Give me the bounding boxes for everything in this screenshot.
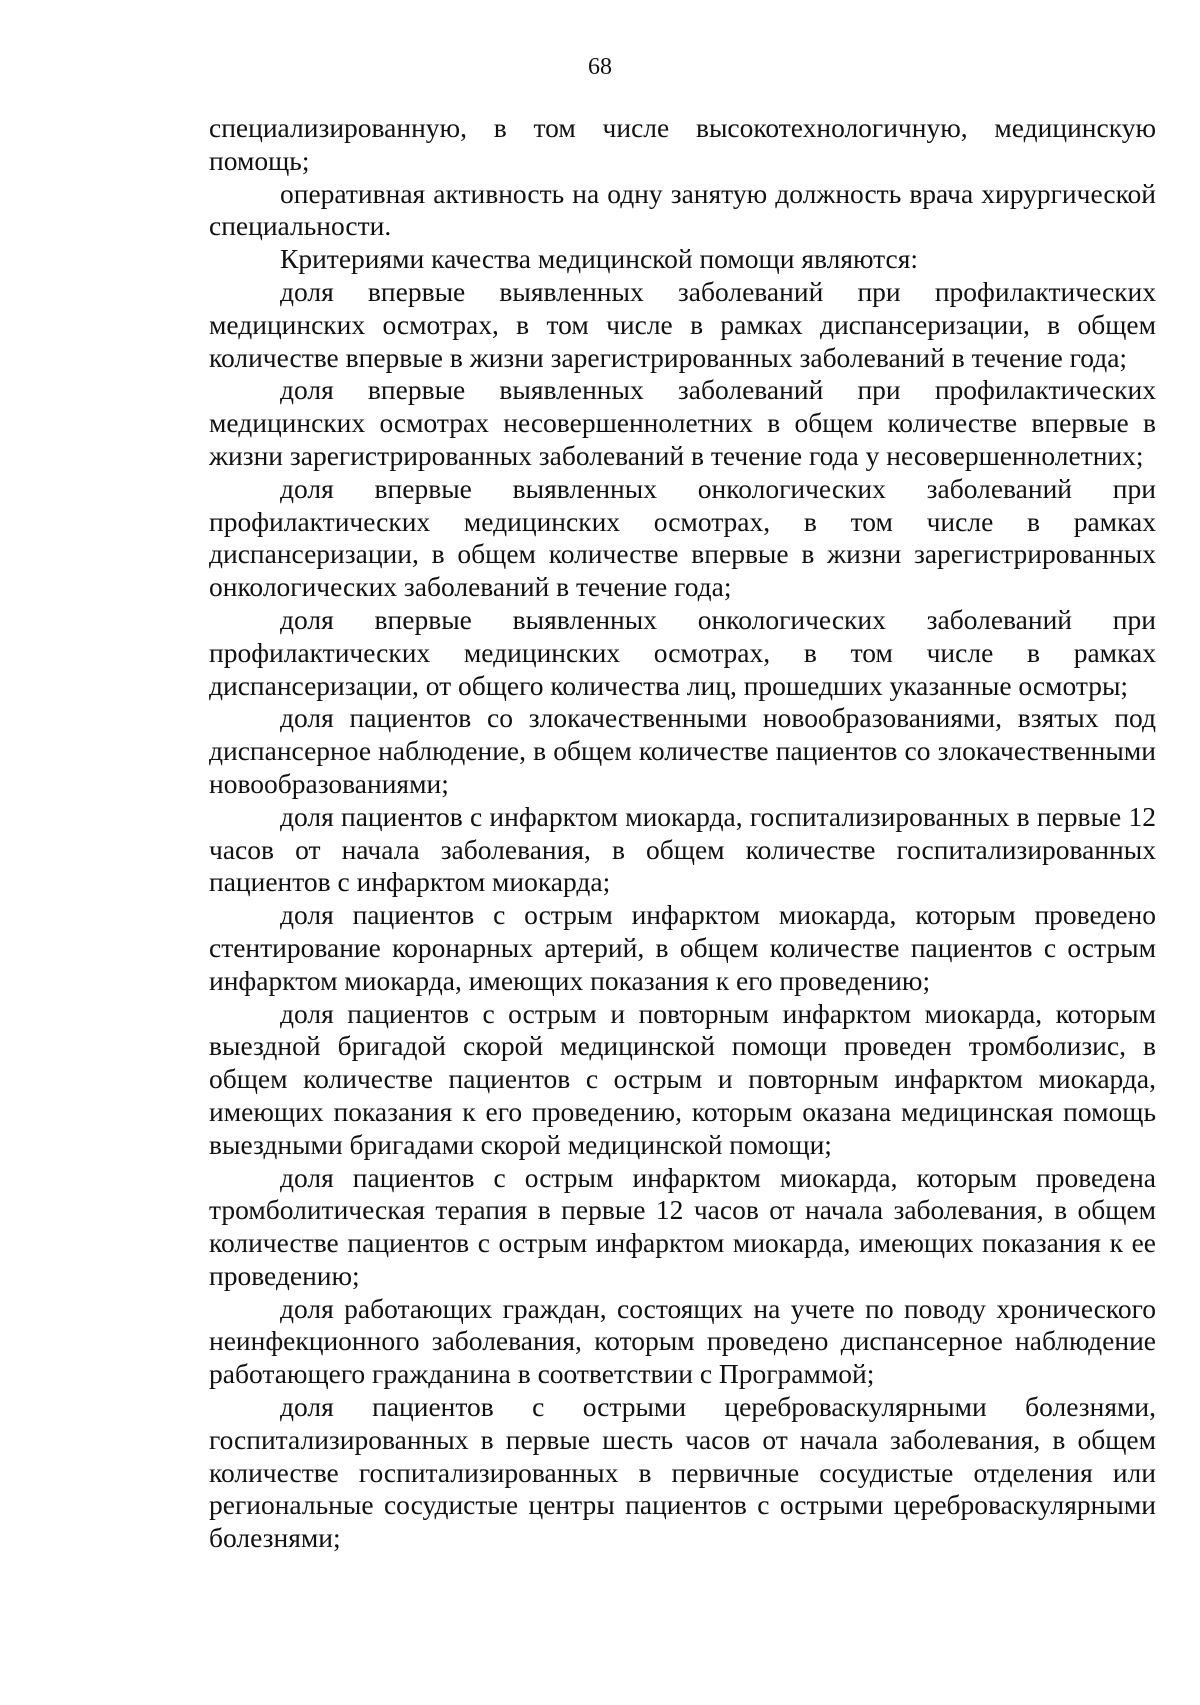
paragraph: доля впервые выявленных заболеваний при профилактических медицинских осмотрах несовершеннолетних в общем количестве впервые в жизни зарегистрированных заболеваний в течение года у несовершеннолетних; (209, 374, 1156, 471)
paragraph: Критериями качества медицинской помощи являются: (280, 243, 918, 275)
paragraph: доля впервые выявленных онкологических заболеваний при профилактических медицинских осмотрах, в том числе в рамках диспансеризации, от общего количества лиц, прошедших указанные осмотры; (209, 603, 1156, 701)
paragraph: доля пациентов с острым инфарктом миокарда, которым проведено стентирование коронарных артерий, в общем количестве пациентов с острым инфарктом миокарда, имеющих показания к его проведению; (209, 899, 1156, 996)
paragraph: доля работающих граждан, состоящих на учете по поводу хронического неинфекционного заболевания, которым проведено диспансерное наблюдение работающего гражданина в соответствии с Программой; (209, 1292, 1156, 1390)
paragraph: специализированную, в том числе высокотехнологичную, медицинскую помощь; (209, 112, 1156, 176)
paragraph: доля пациентов с острыми цереброваскулярными болезнями, госпитализированных в первые шесть часов от начала заболевания, в общем количестве госпитализированных в первичные сосудистые отделения или региональные сосудистые центры пациентов с острыми цереброваскулярными болезнями; (209, 1391, 1156, 1554)
paragraph: доля пациентов с острым и повторным инфарктом миокарда, которым выездной бригадой скорой медицинской помощи проведен тромболизис, в общем количестве пациентов с острым и повторным инфарктом миокарда, имеющих показания к его проведению, которым оказана медицинская помощь выездными бригадами скорой медицинской помощи; (209, 997, 1156, 1160)
page-number: 68 (588, 54, 612, 80)
paragraph: доля впервые выявленных заболеваний при профилактических медицинских осмотрах, в том числе в рамках диспансеризации, в общем количестве впервые в жизни зарегистрированных заболеваний в течение года; (209, 275, 1156, 373)
paragraph: доля пациентов с острым инфарктом миокарда, которым проведена тромболитическая терапия в первые 12 часов от начала заболевания, в общем количестве пациентов с острым инфарктом миокарда, имеющих показания к ее проведению; (209, 1161, 1156, 1291)
paragraph: оперативная активность на одну занятую должность врача хирургической специальности. (209, 177, 1156, 242)
paragraph: доля пациентов с инфарктом миокарда, госпитализированных в первые 12 часов от начала заболевания, в общем количестве госпитализированных пациентов с инфарктом миокарда; (209, 800, 1156, 898)
paragraph: доля пациентов со злокачественными новообразованиями, взятых под диспансерное наблюдение, в общем количестве пациентов со злокачественными новообразованиями; (209, 702, 1156, 799)
paragraph: доля впервые выявленных онкологических заболеваний при профилактических медицинских осмотрах, в том числе в рамках диспансеризации, в общем количестве впервые в жизни зарегистрированных онкологических заболеваний в течение года; (209, 472, 1156, 603)
document-body (209, 112, 1156, 1555)
